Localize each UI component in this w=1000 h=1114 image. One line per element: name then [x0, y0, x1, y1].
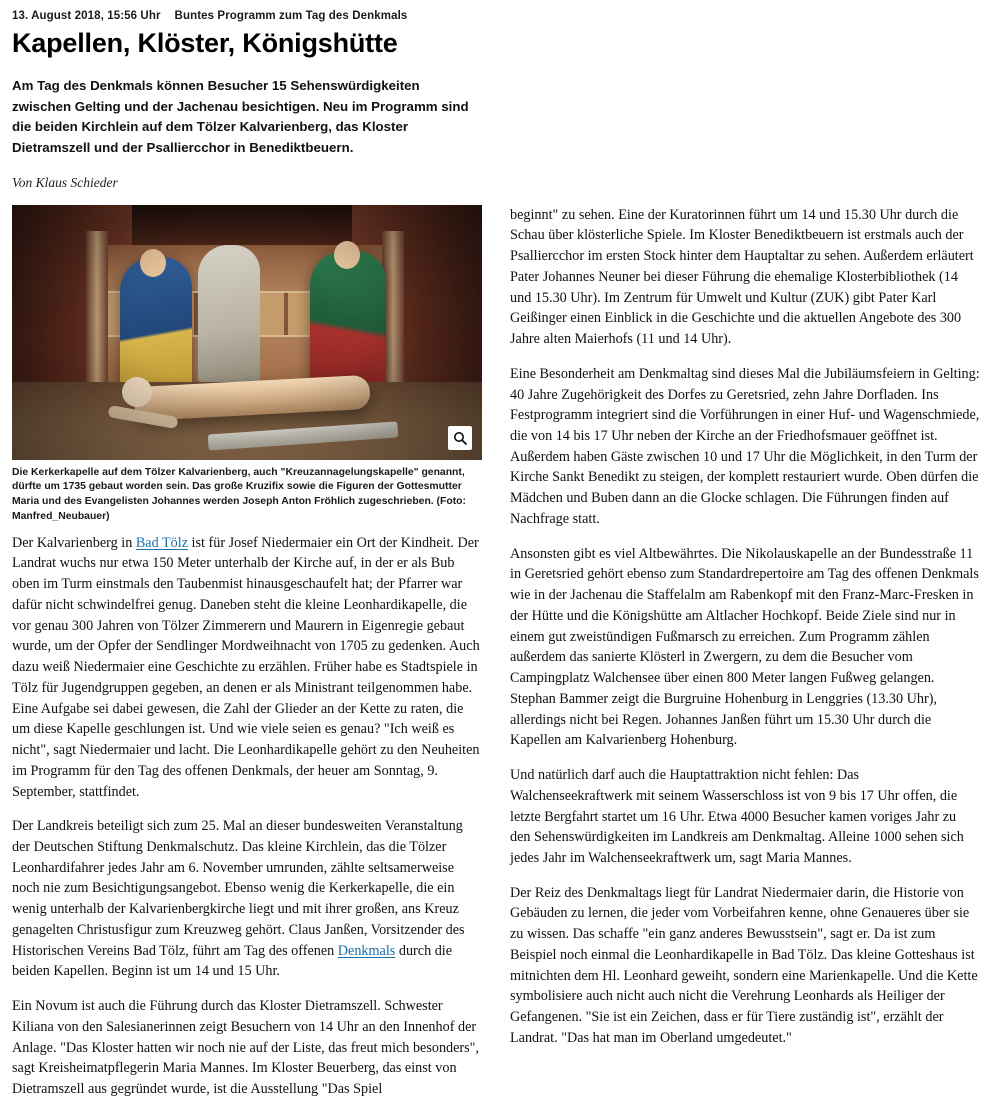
- paragraph-right-1: beginnt" zu sehen. Eine der Kuratorinnen führt um 14 und 15.30 Uhr durch die Schau über klösterliche Spiele. Im Kloster Benediktbeuern ist erstmals auch der Psalliercchor im ersten Stock hinter dem Hauptaltar zu sehen. Außerdem erläutert Pater Johannes Neuner bei dieser Führung die ehemalige Klosterbibliothek (14 und 15.30 Uhr). Im Zentrum für Umwelt und Kultur (ZUK) gibt Pater Karl Geißinger einen Einblick in die Geschichte und die aktuellen Angebote des 300 Jahre alten Maierhofs (11 und 14 Uhr).: [510, 206, 974, 348]
- article-topic: Buntes Programm zum Tag des Denkmals: [174, 10, 408, 22]
- publish-timestamp: 13. August 2018, 15:56 Uhr: [12, 10, 161, 22]
- paragraph-text: Der Landkreis beteiligt sich zum 25. Mal an dieser bundesweiten Veranstaltung der Deutschen Stiftung Denkmalschutz. Das kleine Kirchlein, das die Tölzer Leonhardifahrer jedes Jahr am 6. November umrunden, zählte seltsamerweise noch nie zum Besichtigungsangebot. Ebenso wenig die Kerkerkapelle, die ein wenig unterhalb der Kalvarienbergkirche liegt und mit ihrer großen, ans Kreuz genagelten Christusfigur zum Kreuzweg gehört. Claus Janßen, Vorsitzender des Historischen Vereins Bad Tölz, führt am Tag des offenen: [12, 818, 465, 959]
- paragraph-left-1: [12, 533, 482, 803]
- paragraph-text: durch die beiden Kapellen. Beginn ist um 14 und 15 Uhr.: [12, 942, 453, 980]
- column-right: [510, 205, 980, 1063]
- paragraph-left-2: [12, 816, 482, 982]
- paragraph-right-2: Eine Besonderheit am Denkmaltag sind dieses Mal die Jubiläumsfeiern in Gelting: 40 Jahre Zugehörigkeit des Dorfes zu Geretsried, zehn Jahre Dorfladen. Ins Festprogramm integriert sind die Vorführungen in einer Huf- und Wagenschmiede, die von 14 bis 17 Uhr neben der Kirche an der Friedhofsmauer geöffnet ist. Außerdem haben Gäste zwischen 10 und 17 Uhr die Möglichkeit, in den Turm der Kirche Sankt Benedikt zu steigen, der komplett restauriert wurde. Oben dürfen die Mädchen und Buben dann an die Glocke schlagen. Die Führungen finden auf Nachfrage statt.: [510, 365, 980, 527]
- paragraph-text: Der Kalvarienberg in: [12, 534, 136, 551]
- zoom-icon[interactable]: [448, 426, 472, 450]
- paragraph-right-4: Und natürlich darf auch die Hauptattraktion nicht fehlen: Das Walchenseekraftwerk mit seinem Wasserschloss ist von 9 bis 17 Uhr offen, die letzte Bergfahrt startet um 16 Uhr. Etwa 4000 Besucher kamen voriges Jahr zu den Sehenswürdigkeiten im Landkreis am Denkmaltag. Alleine 1000 sehen sich jedes Jahr im Walchenseekraftwerk um, sagt Maria Mannes.: [510, 767, 964, 866]
- article-kicker: [12, 10, 988, 22]
- article-teaser: Am Tag des Denkmals können Besucher 15 Sehenswürdigkeiten zwischen Gelting und der Jachenau besichtigen. Neu im Programm sind die beiden Kirchlein auf dem Tölzer Kalvarienberg, das Kloster Dietramszell und der Psalliercchor in Benediktbeuern.: [12, 78, 469, 156]
- article-byline: Von Klaus Schieder: [12, 174, 118, 190]
- link-bad-toelz[interactable]: Bad Tölz: [135, 534, 188, 551]
- page-title: Kapellen, Klöster, Königshütte: [12, 28, 398, 58]
- paragraph-text: ist für Josef Niedermaier ein Ort der Kindheit. Der Landrat wuchs nur etwa 150 Meter unterhalb der Kirche auf, in der er als Bub oben im Turm einstmals den Taubenmist hinausgeschaufelt hat; der Pfarrer war dafür nicht schwindelfrei genug. Daneben steht die kleine Leonhardikapelle, die vor genau 300 Jahren von Tölzer Zimmerern und Maurern in Eigenregie gebaut wurde, um der Opfer der Sendlinger Mordweihnacht von 1705 zu gedenken. Auch dazu weiß Niedermaier eine Geschichte zu erzählen. Früher habe es Stadtspiele in Tölz für Jugendgruppen gegeben, an denen er als Ministrant teilgenommen habe. Eine Aufgabe sei dabei gewesen, die Zahl der Glieder an der Kette zu raten, die um diese Kapelle geschlungen ist. Und wie viele seien es genau? "Ich weiß es nicht", sagt Niedermaier und lacht. Die Leonhardikapelle gehört zu den Neuheiten im Programm für den Tag des offenen Denkmals, der heuer am Sonntag, 9. September, stattfindet.: [12, 534, 480, 800]
- article-columns: [12, 205, 988, 1114]
- column-left: [12, 205, 482, 1114]
- link-denkmals[interactable]: Denkmals: [337, 942, 396, 959]
- paragraph-left-3: Ein Novum ist auch die Führung durch das Kloster Dietramszell. Schwester Kiliana von den Salesianerinnen zeigt Besuchern von 14 Uhr an den Innenhof der Anlage. "Das Kloster hatten wir noch nie auf der Liste, das freut mich besonders", sagt Kreisheimatpflegerin Maria Mannes. Im Kloster Beuerberg, das einst von Dietramszell aus gegründet wurde, ist die Ausstellung "Das Spiel: [12, 998, 480, 1098]
- article-photo: [12, 205, 482, 460]
- paragraph-right-5: Der Reiz des Denkmaltags liegt für Landrat Niedermaier darin, die Historie von Gebäuden zu lernen, die jeder vom Vorbeifahren kenne, ohne Genaueres über sie zu wissen. Das schaffe "ein ganz anderes Bewusstsein", sagt er. Da ist zum Beispiel noch einmal die Leonhardikapelle in Bad Tölz. Das kleine Gotteshaus ist mitnichten dem Hl. Leonhard geweiht, sondern eine Marienkapelle. Und die Kette symbolisiere auch nicht auch nicht die Verehrung Leonhards als Heiliger der Gefangenen. "Sie ist ein Zeichen, dass er für Tiere zuständig ist", erzählt der Landrat. "Das hat man im Oberland umgedeutet.": [510, 884, 978, 1046]
- photo-caption: Die Kerkerkapelle auf dem Tölzer Kalvarienberg, auch "Kreuzannagelungskapelle" genannt, dürfte um 1735 gebaut worden sein. Das große Kruzifix sowie die Figuren der Gottesmutter Maria und des Evangelisten Johannes werden Joseph Anton Fröhlich zugeschrieben. (Foto: Manfred_Neubauer): [12, 466, 466, 522]
- article-figure: [12, 205, 482, 525]
- paragraph-right-3: Ansonsten gibt es viel Altbewährtes. Die Nikolauskapelle an der Bundesstraße 11 in Geretsried gehört ebenso zum Standardrepertoire am Tag des offenen Denkmals wie in der Jachenau die Staffelalm am Rabenkopf mit den Franz-Marc-Fresken in der Hütte und die Königshütte am Altlacher Hochkopf. Beide Ziele sind nur in einem gut zweistündigen Fußmarsch zu erreichen. Zum Programm zählen außerdem das sanierte Klösterl in Zwergern, zu dem die Besucher vom Campingplatz Walchensee über einen 800 Meter langen Fußweg gelangen. Stephan Bammer zeigt die Burgruine Hohenburg in Lenggries (13.30 Uhr), allerdings nicht bei Regen. Johannes Janßen führt um 15.30 Uhr durch die Kapellen am Kalvarienberg Hohenburg.: [510, 545, 979, 749]
